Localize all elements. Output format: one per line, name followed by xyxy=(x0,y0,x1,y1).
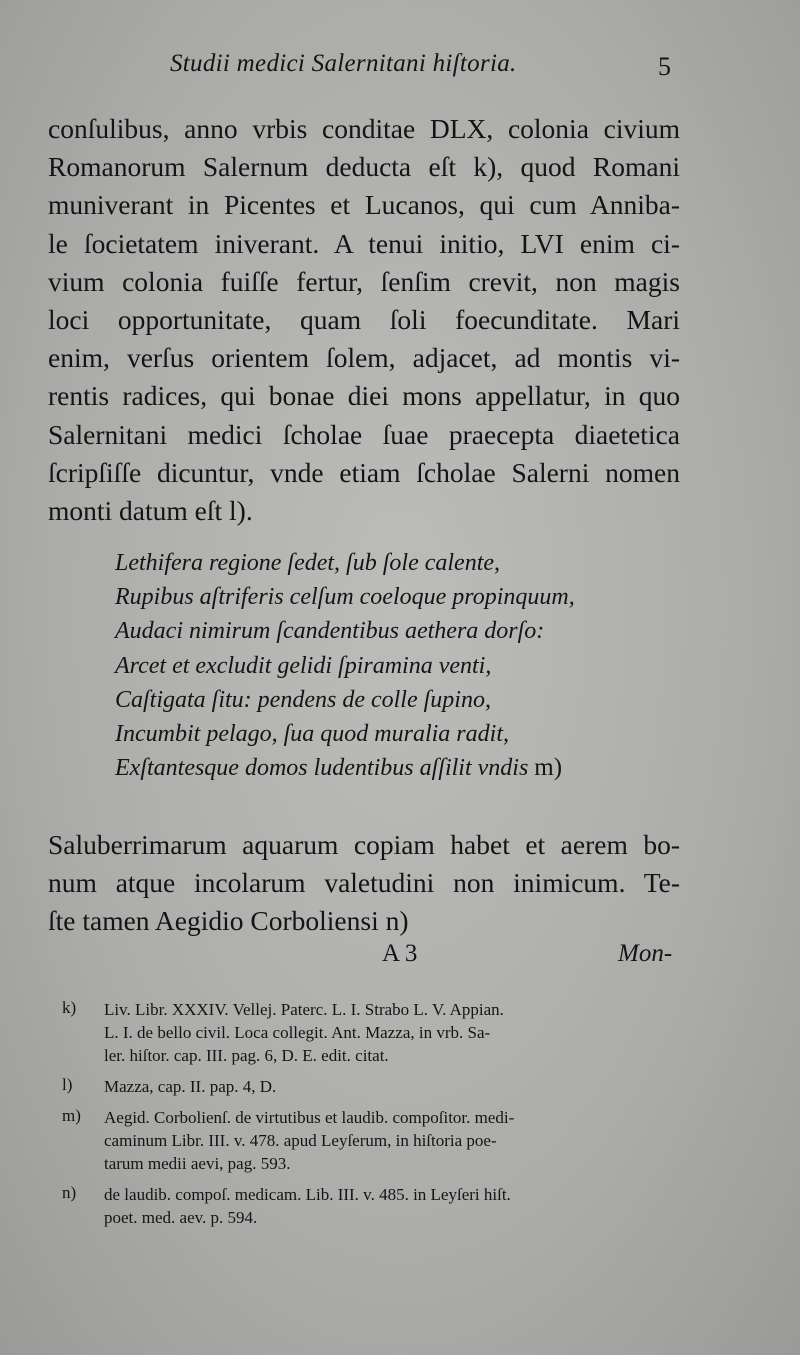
footnote-line: de laudib. compoſ. medicam. Lib. III. v. 485. in Leyſeri hiſt. xyxy=(104,1185,511,1204)
verse-line: Incumbit pelago, ſua quod muralia radit, xyxy=(115,720,509,747)
verse-line-text: Exſtantesque domos ludentibus aſſilit vndis xyxy=(115,755,529,782)
body-line: enim, verſus orientem ſolem, adjacet, ad montis vi- xyxy=(48,342,680,374)
verse-line: Rupibus aſtriferis celſum coeloque propinquum, xyxy=(115,584,575,611)
footnote xyxy=(62,1075,682,1098)
body-line: monti datum eſt l). xyxy=(48,494,253,526)
footnote xyxy=(62,998,682,1067)
footnote-line: Liv. Libr. XXXIV. Vellej. Paterc. L. I. Strabo L. V. Appian. xyxy=(104,1000,504,1019)
footnote-line: caminum Libr. III. v. 478. apud Leyſerum, in hiſtoria poe- xyxy=(104,1131,497,1150)
footnote-label: k) xyxy=(62,998,77,1017)
body-line: conſulibus, anno vrbis conditae DLX, colonia civium xyxy=(48,113,680,144)
footnote-reference: m) xyxy=(534,754,563,782)
body-line: Romanorum Salernum deducta eſt k), quod Romani xyxy=(48,151,680,183)
body-line: rentis radices, qui bonae diei mons appellatur, in quo xyxy=(48,380,680,412)
verse-line: Lethifera regione ſedet, ſub ſole calente, xyxy=(115,550,501,576)
body-line: ſte tamen Aegidio Corboliensi n) xyxy=(48,905,409,937)
footnote-line: L. I. de bello civil. Loca collegit. Ant. Mazza, in vrb. Sa- xyxy=(104,1023,491,1042)
body-line: vium colonia fuiſſe fertur, ſenſim crevit, non magis xyxy=(48,265,680,297)
footnote-label: m) xyxy=(62,1106,81,1125)
body-line: Salernitani medici ſcholae ſuae praecepta diaetetica xyxy=(48,418,680,450)
verse-quotation xyxy=(115,546,675,785)
body-paragraph-2 xyxy=(48,826,680,941)
footnote-line: ler. hiſtor. cap. III. pag. 6, D. E. edit. citat. xyxy=(104,1046,389,1065)
signature-mark: A 3 xyxy=(382,940,418,967)
body-paragraph xyxy=(48,110,680,530)
page-header xyxy=(170,50,690,90)
catchword: Mon- xyxy=(618,940,673,967)
footnote-label: n) xyxy=(62,1183,77,1202)
verse-line xyxy=(115,751,675,785)
footnote-label: l) xyxy=(62,1075,73,1094)
running-title: Studii medici Salernitani hiſtoria. xyxy=(170,50,517,77)
body-line: Saluberrimarum aquarum copiam habet et aerem bo- xyxy=(48,829,680,860)
verse-line: Arcet et excludit gelidi ſpiramina venti, xyxy=(115,652,492,679)
footnote-line: Mazza, cap. II. pap. 4, D. xyxy=(104,1077,277,1096)
verse-line: Audaci nimirum ſcandentibus aethera dorſo: xyxy=(115,618,545,645)
footnotes xyxy=(62,998,682,1237)
footnote-line: tarum medii aevi, pag. 593. xyxy=(104,1154,291,1173)
signature-line xyxy=(382,940,682,974)
verse-line: Caſtigata ſitu: pendens de colle ſupino, xyxy=(115,686,491,713)
footnote-line: Aegid. Corbolienſ. de virtutibus et laudib. compoſitor. medi- xyxy=(104,1108,515,1127)
body-line: loci opportunitate, quam ſoli foecunditate. Mari xyxy=(48,303,680,335)
footnote xyxy=(62,1106,682,1175)
body-line: muniverant in Picentes et Lucanos, qui cum Anniba- xyxy=(48,189,680,221)
footnote xyxy=(62,1183,682,1229)
footnote-line: poet. med. aev. p. 594. xyxy=(104,1208,258,1227)
body-line: num atque incolarum valetudini non inimicum. Te- xyxy=(48,867,680,899)
body-line: ſcripſiſſe dicuntur, vnde etiam ſcholae Salerni nomen xyxy=(48,456,680,488)
page-number: 5 xyxy=(658,52,671,81)
body-line: le ſocietatem iniverant. A tenui initio, LVI enim ci- xyxy=(48,227,680,259)
